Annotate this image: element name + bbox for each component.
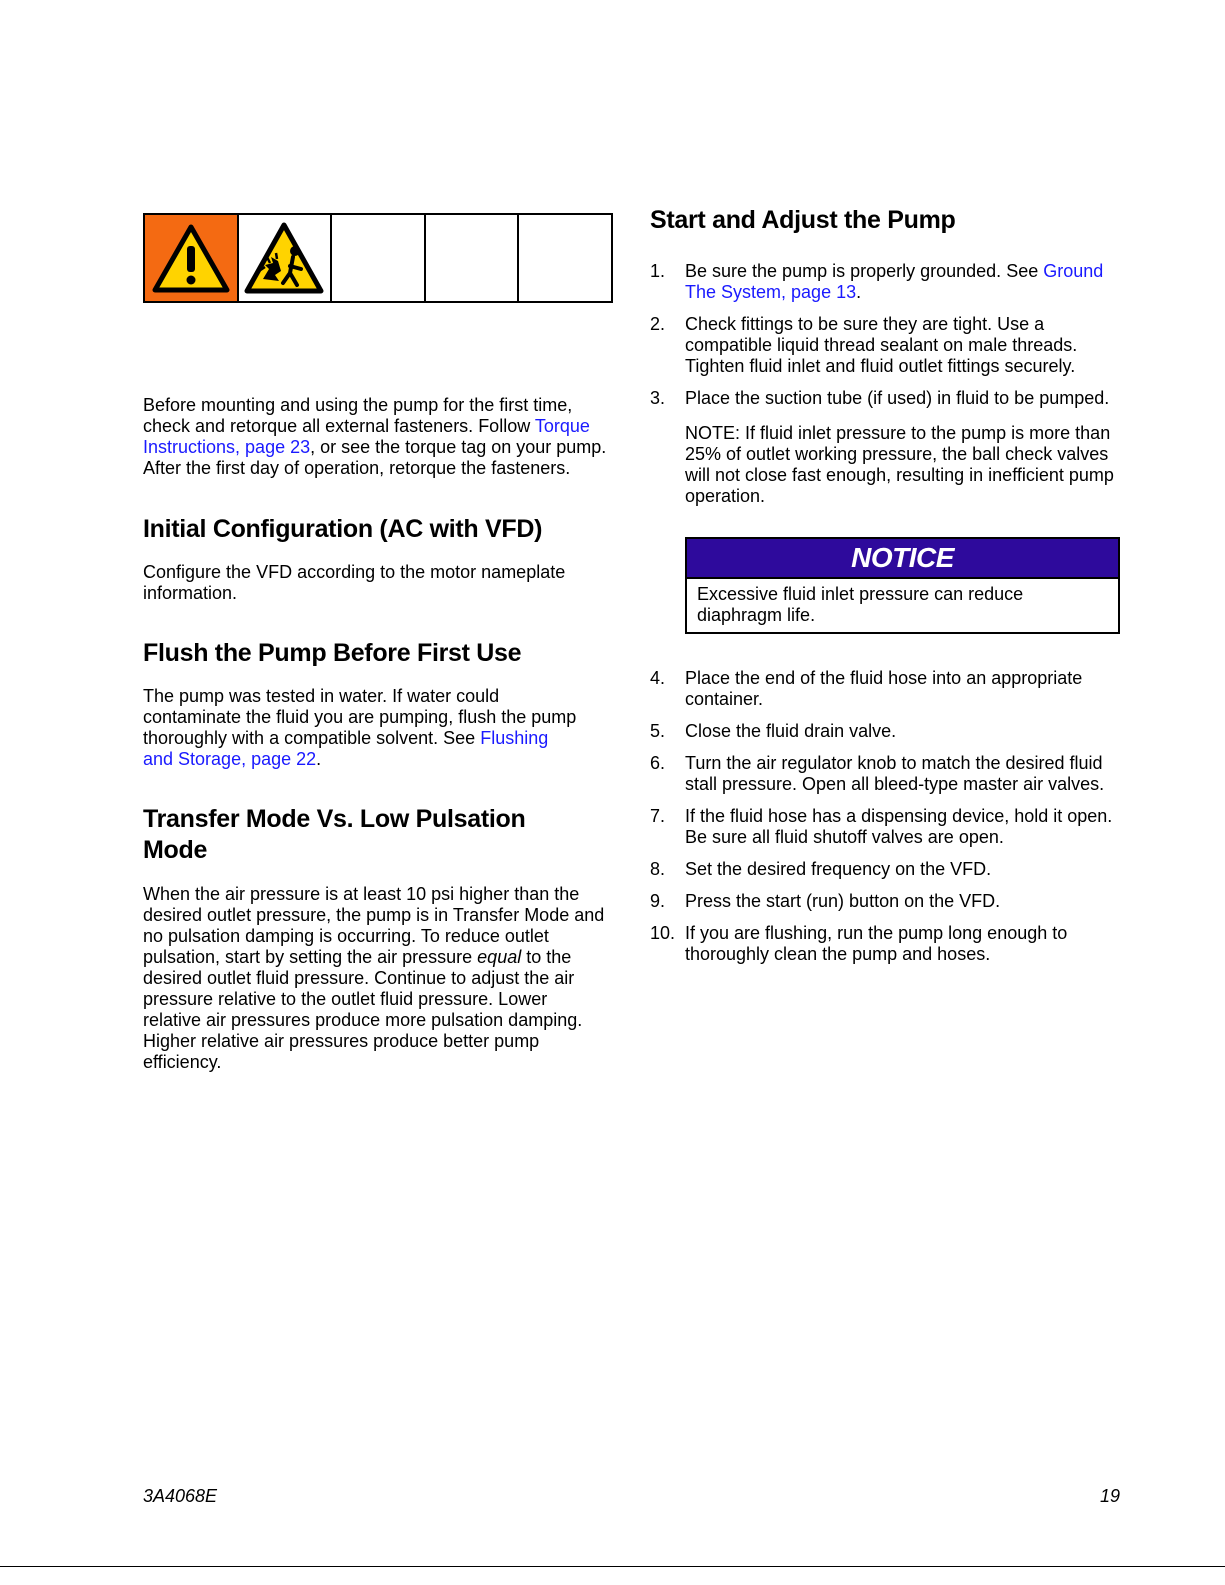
warning-symbols-row (143, 213, 613, 303)
step-number: 7. (650, 806, 666, 826)
step-number: 8. (650, 859, 666, 879)
flush-heading: Flush the Pump Before First Use (143, 639, 522, 667)
page-number: 19 (1099, 1486, 1120, 1506)
flushing-storage-link[interactable]: Flushing and Storage, page 22 (143, 728, 549, 769)
step-text: Close the fluid drain valve. (685, 721, 897, 741)
warning-cell-general (145, 215, 239, 301)
step-text: If you are flushing, run the pump long enough to thoroughly clean the pump and hoses. (685, 923, 1068, 964)
step-number: 2. (650, 314, 666, 334)
notice-text: Excessive fluid inlet pressure can reduce diaphragm life. (697, 584, 1024, 625)
transfer-emphasis: equal (477, 947, 522, 967)
notice-box (685, 537, 1120, 634)
step-number: 5. (650, 721, 666, 741)
initial-config-heading: Initial Configuration (AC with VFD) (143, 515, 543, 543)
step-text: Set the desired frequency on the VFD. (685, 859, 992, 879)
transfer-text: When the air pressure is at least 10 psi higher than the desired outlet pressure, the pump is in Transfer Mode and no pulsation damping is occurring. To reduce outlet pulsation, start by setting the air pressure (143, 884, 605, 967)
step-4 (650, 668, 1125, 710)
torque-instructions-link[interactable]: Torque Instructions, page 23 (143, 416, 590, 457)
step-3 (650, 388, 1125, 409)
step-8 (650, 859, 1125, 880)
document-code: 3A4068E (143, 1486, 218, 1506)
general-warning-icon (151, 222, 231, 294)
note-text: : If fluid inlet pressure to the pump is more than 25% of outlet working pressure, the ball check valves will not close fast enough, resulting in inefficient pump operation. (685, 423, 1114, 506)
step-10 (650, 923, 1125, 965)
initial-config-text: Configure the VFD according to the motor nameplate information. (143, 562, 566, 603)
steps-list-top (650, 261, 1125, 409)
step-text: Turn the air regulator knob to match the desired fluid stall pressure. Open all bleed-type master air valves. (685, 753, 1105, 794)
warning-cell-empty-1 (332, 215, 426, 301)
steps-list-bottom (650, 668, 1125, 965)
step-text: Press the start (run) button on the VFD. (685, 891, 1001, 911)
step-9 (650, 891, 1125, 912)
step-7 (650, 806, 1125, 848)
step-text: Place the suction tube (if used) in fluid to be pumped. (685, 388, 1110, 408)
step-text: If the fluid hose has a dispensing device, hold it open. Be sure all fluid shutoff valves are open. (685, 806, 1113, 847)
warning-cell-empty-3 (519, 215, 611, 301)
step-text: Be sure the pump is properly grounded. See (685, 261, 1044, 281)
flush-text: The pump was tested in water. If water could contaminate the fluid you are pumping, flush the pump thoroughly with a compatible solvent. See (143, 686, 577, 748)
step-text: Check fittings to be sure they are tight. Use a compatible liquid thread sealant on male threads. Tighten fluid inlet and fluid outlet fittings securely. (685, 314, 1078, 376)
step-number: 9. (650, 891, 666, 911)
pressurized-equipment-hazard-icon (243, 221, 325, 295)
step-text-after: . (856, 282, 862, 302)
transfer-text-after: to the desired outlet fluid pressure. Continue to adjust the air pressure relative to the outlet fluid pressure. Lower relative air pressures produce more pulsation damping. Higher relative air pressures produce better pump efficiency. (143, 947, 583, 1072)
notice-title: NOTICE (687, 539, 1118, 579)
step-number: 10. (650, 923, 676, 943)
flush-paragraph (143, 686, 583, 770)
intro-paragraph (143, 395, 613, 479)
warning-cell-pressure (239, 215, 333, 301)
step-5 (650, 721, 1125, 742)
intro-text: Before mounting and using the pump for the first time, check and retorque all external fasteners. Follow (143, 395, 573, 436)
step-number: 6. (650, 753, 666, 773)
footer-divider (0, 1566, 1225, 1567)
note-label: NOTE (685, 423, 736, 443)
left-column (143, 395, 618, 1073)
start-adjust-heading: Start and Adjust the Pump (650, 206, 956, 234)
transfer-mode-heading: Transfer Mode Vs. Low Pulsation Mode (143, 805, 526, 864)
flush-text-after: . (316, 749, 322, 769)
step-1 (650, 261, 1125, 303)
transfer-paragraph (143, 884, 605, 1073)
warning-cell-empty-2 (426, 215, 520, 301)
step-number: 3. (650, 388, 666, 408)
step-text: Place the end of the fluid hose into an appropriate container. (685, 668, 1083, 709)
ground-system-link[interactable]: Ground The System, page 13 (685, 261, 1104, 302)
step-6 (650, 753, 1125, 795)
step-number: 1. (650, 261, 666, 281)
step-number: 4. (650, 668, 666, 688)
right-column (650, 205, 1125, 976)
note-paragraph (685, 423, 1125, 507)
intro-text-after: , or see the torque tag on your pump. After the first day of operation, retorque the fasteners. (143, 437, 607, 478)
step-2 (650, 314, 1125, 377)
